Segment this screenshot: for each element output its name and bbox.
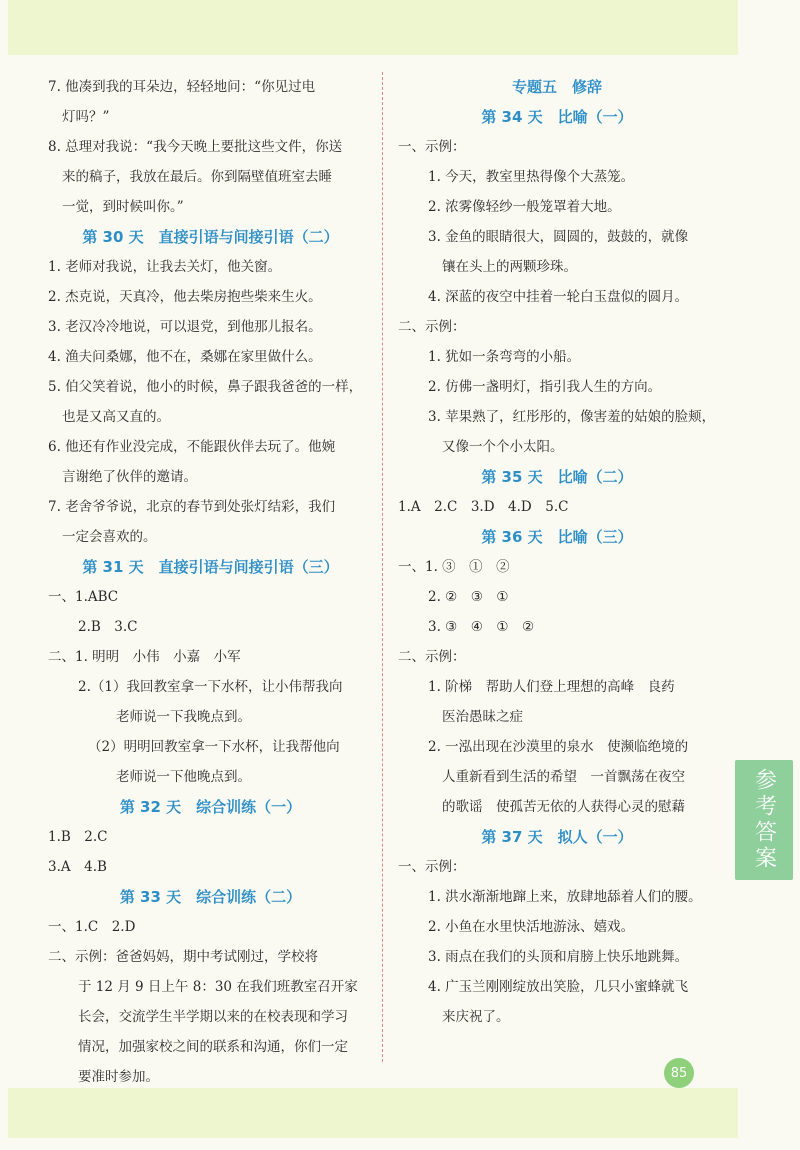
answer-line: 的歌谣 使孤苦无依的人获得心灵的慰藉 bbox=[442, 799, 685, 815]
column-divider bbox=[382, 72, 383, 1062]
answer-line: （2）明明回教室拿一下水杯，让我帮他向 bbox=[88, 739, 340, 755]
answer-line: 2. 仿佛一盏明灯，指引我人生的方向。 bbox=[428, 379, 662, 395]
page-number: 85 bbox=[664, 1058, 694, 1088]
answer-line: 二、1. 明明 小伟 小嘉 小军 bbox=[48, 649, 241, 665]
answer-line: 1. 犹如一条弯弯的小船。 bbox=[428, 349, 581, 365]
answer-key-tab-label: 参考答案 bbox=[751, 768, 777, 872]
section-heading: 第 31 天 直接引语与间接引语（三） bbox=[82, 558, 339, 576]
answer-line: 5. 伯父笑着说，他小的时候，鼻子跟我爸爸的一样， bbox=[48, 379, 363, 395]
section-heading: 第 32 天 综合训练（一） bbox=[119, 798, 302, 816]
answer-line: 2.B 3.C bbox=[78, 619, 138, 635]
answer-line: 一觉，到时候叫你。” bbox=[62, 199, 184, 215]
answer-line: 3. 苹果熟了，红彤彤的，像害羞的姑娘的脸颊， bbox=[428, 409, 716, 425]
answer-line: 7. 他凑到我的耳朵边，轻轻地问：“你见过电 bbox=[48, 79, 316, 95]
section-heading: 第 36 天 比喻（三） bbox=[481, 528, 633, 546]
section-heading: 专题五 修辞 bbox=[511, 78, 602, 96]
answer-line: 4. 广玉兰刚刚绽放出笑脸，几只小蜜蜂就飞 bbox=[428, 979, 689, 995]
section-heading: 第 30 天 直接引语与间接引语（二） bbox=[82, 228, 339, 246]
answer-line: 灯吗？” bbox=[62, 109, 110, 125]
answer-line: 于 12 月 9 日上午 8：30 在我们班教室召开家 bbox=[78, 979, 358, 995]
answer-line: 8. 总理对我说：“我今天晚上要批这些文件，你送 bbox=[48, 139, 343, 155]
answer-line: 3. ③ ④ ① ② bbox=[428, 619, 535, 635]
answer-line: 1. 阶梯 帮助人们登上理想的高峰 良药 bbox=[428, 679, 675, 695]
answer-line: 2. ② ③ ① bbox=[428, 589, 509, 605]
section-heading: 第 37 天 拟人（一） bbox=[481, 828, 633, 846]
answer-line: 言谢绝了伙伴的邀请。 bbox=[62, 469, 197, 485]
answer-line: 一、1.C 2.D bbox=[48, 919, 136, 935]
answer-line: 镶在头上的两颗珍珠。 bbox=[442, 259, 577, 275]
answer-line: 人重新看到生活的希望 一首飘荡在夜空 bbox=[442, 769, 685, 785]
answer-line: 来庆祝了。 bbox=[442, 1009, 510, 1025]
answer-line: 3. 金鱼的眼睛很大，圆圆的，鼓鼓的，就像 bbox=[428, 229, 689, 245]
section-heading: 第 35 天 比喻（二） bbox=[481, 468, 633, 486]
answer-line: 1.B 2.C bbox=[48, 829, 108, 845]
right-column bbox=[398, 72, 716, 1032]
answer-key-tab bbox=[735, 760, 793, 880]
answer-line: 医治愚昧之症 bbox=[442, 709, 523, 725]
answer-line: 又像一个个小太阳。 bbox=[442, 439, 564, 455]
answer-line: 二、示例： bbox=[398, 319, 466, 335]
top-band bbox=[8, 0, 738, 55]
answer-line: 1. 老师对我说，让我去关灯，他关窗。 bbox=[48, 259, 282, 275]
answer-line: 4. 渔夫问桑娜，他不在，桑娜在家里做什么。 bbox=[48, 349, 322, 365]
answer-line: 一定会喜欢的。 bbox=[62, 529, 157, 545]
answer-line: 2. 小鱼在水里快活地游泳、嬉戏。 bbox=[428, 919, 635, 935]
answer-line: 3.A 4.B bbox=[48, 859, 107, 875]
answer-line: 一、示例： bbox=[398, 139, 466, 155]
answer-line: 二、示例： bbox=[398, 649, 466, 665]
answer-line: 3. 老汉冷冷地说，可以退党，到他那儿报名。 bbox=[48, 319, 322, 335]
answer-line: 4. 深蓝的夜空中挂着一轮白玉盘似的圆月。 bbox=[428, 289, 689, 305]
answer-line: 6. 他还有作业没完成，不能跟伙伴去玩了。他婉 bbox=[48, 439, 336, 455]
answer-line: 2.（1）我回教室拿一下水杯，让小伟帮我向 bbox=[78, 679, 343, 695]
answer-line: 二、示例：爸爸妈妈，期中考试刚过，学校将 bbox=[48, 949, 318, 965]
answer-line: 2. 浓雾像轻纱一般笼罩着大地。 bbox=[428, 199, 621, 215]
answer-line: 2. 杰克说，天真冷，他去柴房抱些柴来生火。 bbox=[48, 289, 322, 305]
answer-line: 情况，加强家校之间的联系和沟通，你们一定 bbox=[78, 1039, 348, 1055]
answer-line: 1.A 2.C 3.D 4.D 5.C bbox=[398, 499, 569, 515]
answer-line: 1. 洪水渐渐地蹿上来，放肆地舔着人们的腰。 bbox=[428, 889, 702, 905]
left-column bbox=[48, 72, 373, 1092]
answer-line: 一、示例： bbox=[398, 859, 466, 875]
answer-line: 2. 一泓出现在沙漠里的泉水 使濒临绝境的 bbox=[428, 739, 689, 755]
answer-line: 1. 今天，教室里热得像个大蒸笼。 bbox=[428, 169, 635, 185]
bottom-band bbox=[8, 1088, 738, 1138]
answer-line: 一、1. ③ ① ② bbox=[398, 559, 510, 575]
answer-line: 7. 老舍爷爷说，北京的春节到处张灯结彩，我们 bbox=[48, 499, 336, 515]
answer-line: 也是又高又直的。 bbox=[62, 409, 170, 425]
answer-line: 来的稿子，我放在最后。你到隔壁值班室去睡 bbox=[62, 169, 332, 185]
answer-line: 3. 雨点在我们的头顶和肩膀上快乐地跳舞。 bbox=[428, 949, 689, 965]
answer-line: 老师说一下他晚点到。 bbox=[116, 769, 251, 785]
answer-line: 长会，交流学生半学期以来的在校表现和学习 bbox=[78, 1009, 348, 1025]
answer-line: 一、1.ABC bbox=[48, 589, 119, 605]
section-heading: 第 33 天 综合训练（二） bbox=[119, 888, 302, 906]
answer-line: 要准时参加。 bbox=[78, 1069, 159, 1085]
answer-line: 老师说一下我晚点到。 bbox=[116, 709, 251, 725]
section-heading: 第 34 天 比喻（一） bbox=[481, 108, 633, 126]
